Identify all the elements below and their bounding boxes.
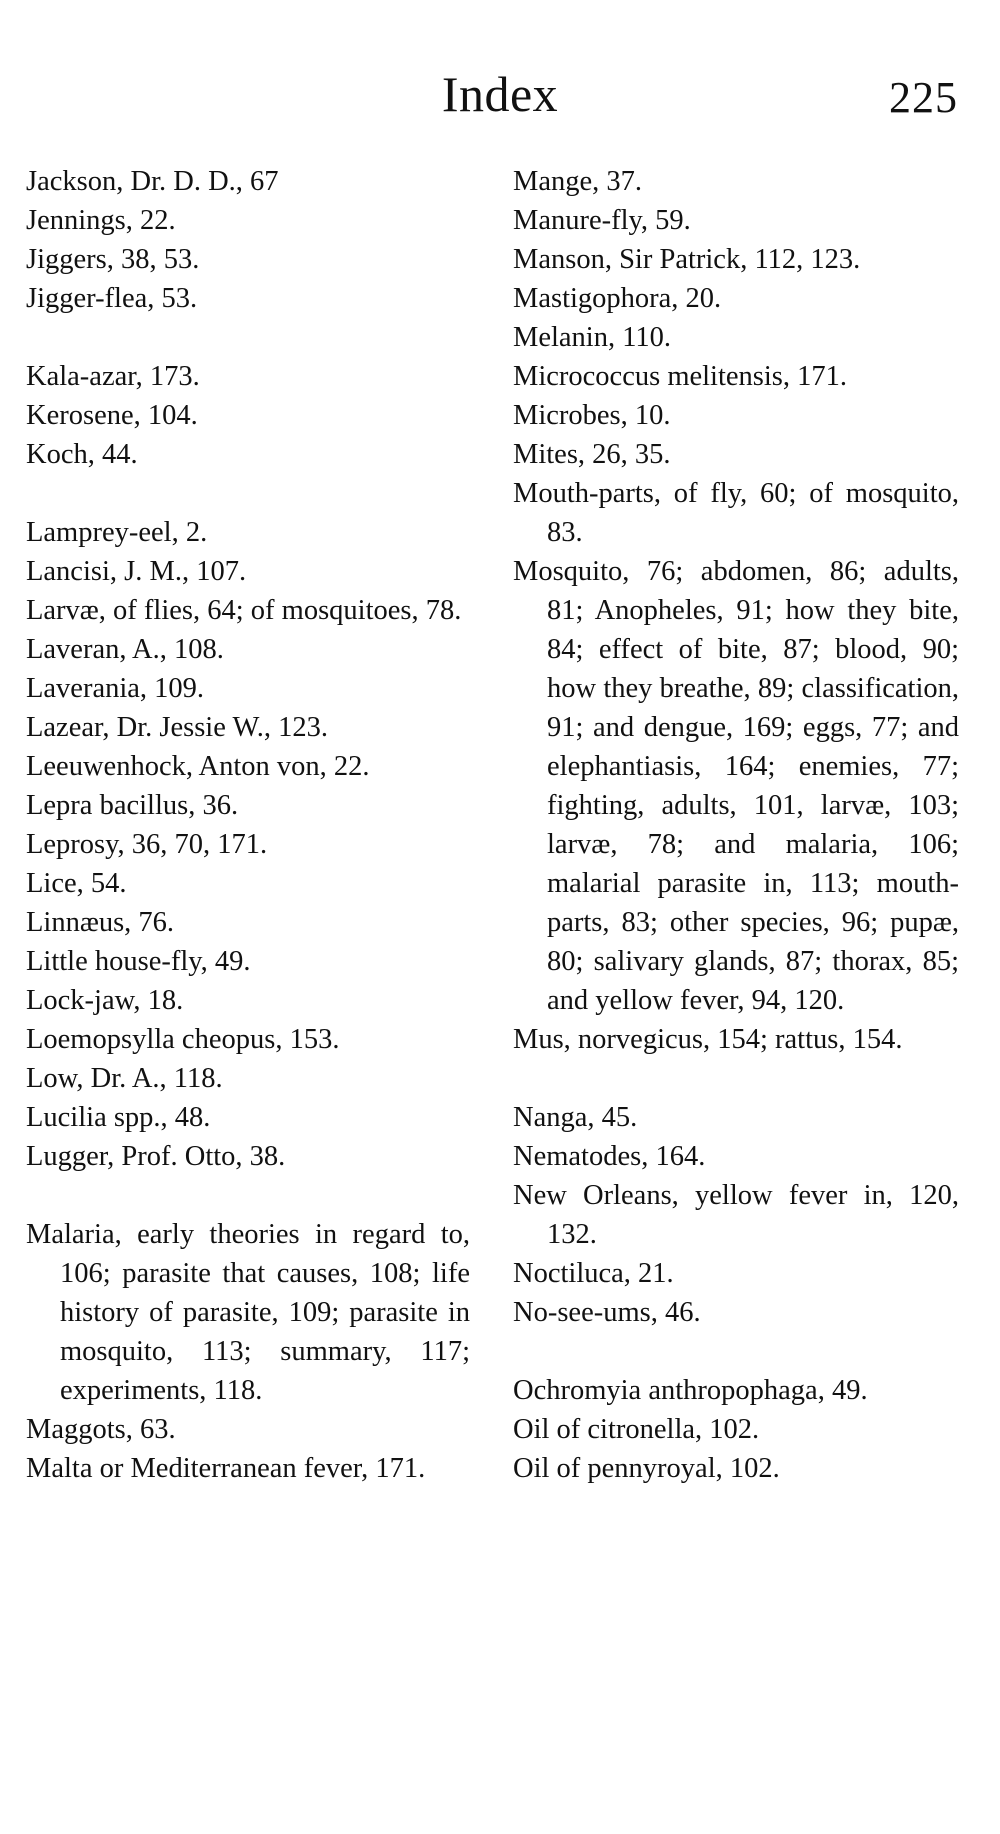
index-entry: Maggots, 63.	[26, 1414, 176, 1445]
index-entry: Lazear, Dr. Jessie W., 123.	[26, 712, 328, 743]
index-entry: No-see-ums, 46.	[513, 1297, 701, 1328]
index-column-left	[26, 162, 470, 1488]
index-entry: Mouth-parts, of fly, 60; of mosquito, 83.	[513, 478, 959, 548]
index-entry: Manure-fly, 59.	[513, 205, 691, 236]
index-entry: Malta or Mediterranean fever, 171.	[26, 1453, 426, 1484]
index-entry: Oil of citronella, 102.	[513, 1414, 760, 1445]
index-entry: Lucilia spp., 48.	[26, 1102, 211, 1133]
index-entry: Lice, 54.	[26, 868, 127, 899]
index-entry: Lancisi, J. M., 107.	[26, 556, 247, 587]
index-entry: Loemopsylla cheopus, 153.	[26, 1024, 340, 1055]
index-entry: Jennings, 22.	[26, 205, 176, 236]
index-entry: Kala-azar, 173.	[26, 361, 200, 392]
index-entry: Micrococcus melitensis, 171.	[513, 361, 848, 392]
index-entry: Lamprey-eel, 2.	[26, 517, 208, 548]
index-entry: Leprosy, 36, 70, 171.	[26, 829, 268, 860]
index-entry: Kerosene, 104.	[26, 400, 198, 431]
index-entry: Jigger-flea, 53.	[26, 283, 198, 314]
index-entry: Lugger, Prof. Otto, 38.	[26, 1141, 286, 1172]
index-entry: Mange, 37.	[513, 166, 643, 197]
index-entry: Lepra bacillus, 36.	[26, 790, 239, 821]
index-entry: Lock-jaw, 18.	[26, 985, 184, 1016]
index-entry: Mites, 26, 35.	[513, 439, 671, 470]
index-entry: Manson, Sir Patrick, 112, 123.	[513, 244, 861, 275]
index-entry: Malaria, early theories in regard to, 106; parasite that causes, 108; life history of parasite, 109; parasite in mosquito, 113; summary, 117; experiments, 118.	[26, 1219, 470, 1406]
index-column-right	[513, 162, 959, 1488]
index-entry: Laverania, 109.	[26, 673, 205, 704]
index-entry: Low, Dr. A., 118.	[26, 1063, 223, 1094]
index-entry: Ochromyia anthropophaga, 49.	[513, 1375, 868, 1406]
index-entry: Nanga, 45.	[513, 1102, 638, 1133]
index-entry: Laveran, A., 108.	[26, 634, 224, 665]
index-entry: Oil of pennyroyal, 102.	[513, 1453, 780, 1484]
index-entry: Linnæus, 76.	[26, 907, 175, 938]
index-entry: Nematodes, 164.	[513, 1141, 706, 1172]
index-entry: New Orleans, yellow fever in, 120, 132.	[513, 1180, 959, 1250]
index-entry: Jiggers, 38, 53.	[26, 244, 200, 275]
index-entry: Microbes, 10.	[513, 400, 671, 431]
index-entry: Little house-fly, 49.	[26, 946, 251, 977]
index-entry: Mosquito, 76; abdomen, 86; adults, 81; Anopheles, 91; how they bite, 84; effect of bite, 87; blood, 90; how they breathe, 89; classification, 91; and dengue, 169; eggs, 77; and elephantiasis, 164; enemies, 77; fighting, adults, 101, larvæ, 103; larvæ, 78; and malaria, 106; malarial parasite in, 113; mouth-parts, 83; other species, 96; pupæ, 80; salivary glands, 87; thorax, 85; and yellow fever, 94, 120.	[513, 556, 959, 1016]
page-number: 225	[889, 73, 958, 122]
index-entry: Noctiluca, 21.	[513, 1258, 674, 1289]
index-entry: Melanin, 110.	[513, 322, 672, 353]
index-entry: Leeuwenhock, Anton von, 22.	[26, 751, 370, 782]
page-title: Index	[441, 66, 559, 122]
index-entry: Koch, 44.	[26, 439, 138, 470]
index-entry: Mastigophora, 20.	[513, 283, 722, 314]
index-entry: Jackson, Dr. D. D., 67	[26, 166, 279, 197]
index-entry: Larvæ, of flies, 64; of mosquitoes, 78.	[26, 595, 462, 626]
index-entry: Mus, norvegicus, 154; rattus, 154.	[513, 1024, 903, 1055]
